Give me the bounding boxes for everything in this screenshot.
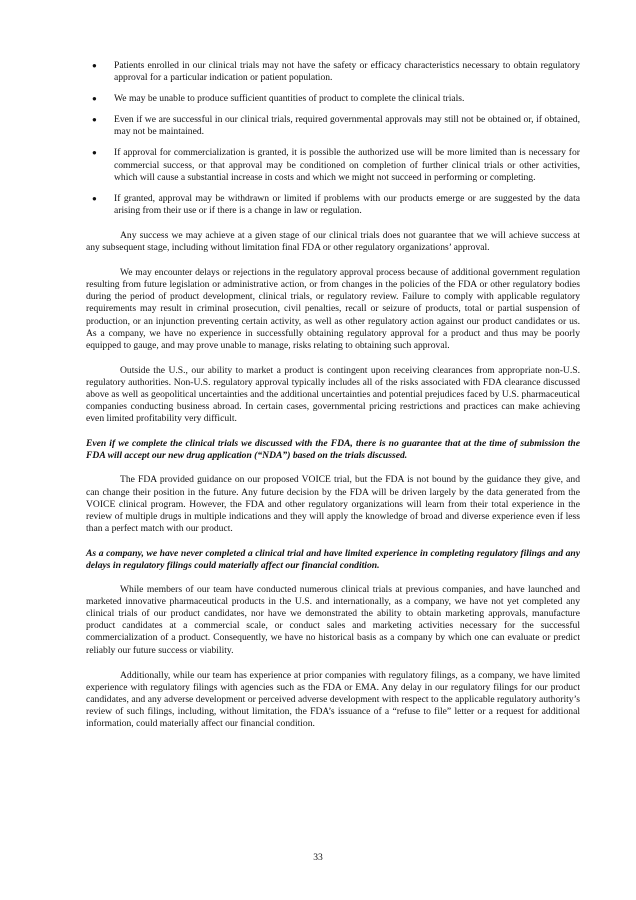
bullet-text: If granted, approval may be withdrawn or limited if problems with our products emerge or are suggested by the data arising from their use or if there is a change in law or regulation. <box>114 192 580 216</box>
bullet-item <box>86 93 580 105</box>
bullet-text: Patients enrolled in our clinical trials may not have the safety or efficacy characteristics necessary to obtain regulatory approval for a particular indication or patient population. <box>114 60 580 84</box>
bullet-item <box>86 193 580 217</box>
bullet-text: If approval for commercialization is granted, it is possible the authorized use will be more limited than is necessary for commercial success, or that approval may be conditioned on completion of further clinical trials or other activities, which will cause a substantial increase in costs and which we might not succeed in performing or completing. <box>114 147 580 183</box>
section-heading: As a company, we have never completed a clinical trial and have limited experience in completing regulatory filings and any delays in regulatory filings could materially affect our financial condition. <box>86 547 580 571</box>
bullet-item <box>86 114 580 138</box>
paragraph: We may encounter delays or rejections in the regulatory approval process because of additional government regulation resulting from future legislation or administrative action, or from changes in the policies of the FDA or other regulatory bodies during the period of product development, clinical trials, or regulatory review. Failure to comply with applicable regulatory requirements may result in criminal prosecution, civil penalties, recall or seizure of products, total or partial suspension of production, or an injunction preventing certain activity, as well as other regulatory action against our product candidates or us. As a company, we have no experience in successfully obtaining regulatory approval for a product and thus may be poorly equipped to gauge, and may prove unable to manage, risks relating to obtaining such approval. <box>86 267 580 351</box>
paragraph: While members of our team have conducted numerous clinical trials at previous companies, and have launched and marketed innovative pharmaceutical products in the U.S. and internationally, as a company, we have not yet completed any clinical trials of our product candidates, nor have we demonstrated the ability to obtain marketing approvals, manufacture product candidates at a commercial scale, or conduct sales and marketing activities necessary for the successful commercialization of a product. Consequently, we have no historical basis as a company by which one can evaluate or predict reliably our future success or viability. <box>86 584 580 656</box>
bullet-text: We may be unable to produce sufficient quantities of product to complete the clinical trials. <box>114 93 465 105</box>
bullet-glyph: ● <box>92 115 97 125</box>
bullet-item <box>86 147 580 183</box>
paragraph: The FDA provided guidance on our proposed VOICE trial, but the FDA is not bound by the guidance they give, and can change their position in the future. Any future decision by the FDA will be driven largely by the data generated from the VOICE clinical program. However, the FDA and other regulatory organizations will learn from their total experience in the review of multiple drugs in multiple indications and they will apply the knowledge of broad and diverse experience even if less than a perfect match with our product. <box>86 474 580 534</box>
bullet-text: Even if we are successful in our clinical trials, required governmental approvals may still not be obtained or, if obtained, may not be maintained. <box>114 114 580 138</box>
document-page <box>86 60 580 743</box>
section-heading: Even if we complete the clinical trials we discussed with the FDA, there is no guarantee that at the time of submission the FDA will accept our new drug application (“NDA”) based on the trials discussed. <box>86 438 580 462</box>
bullet-glyph: ● <box>92 148 97 158</box>
page-number: 33 <box>313 852 323 863</box>
paragraph: Outside the U.S., our ability to market a product is contingent upon receiving clearances from appropriate non-U.S. regulatory authorities. Non-U.S. regulatory approval typically includes all of the risks associated with FDA clearance discussed above as well as geopolitical uncertainties and the additional uncertainties and potential prejudices faced by U.S. pharmaceutical companies conducting business abroad. In certain cases, governmental pricing restrictions and practices can make achieving even limited profitability very difficult. <box>86 364 580 425</box>
bullet-item <box>86 60 580 84</box>
bullet-glyph: ● <box>92 61 97 70</box>
bullet-glyph: ● <box>92 193 97 203</box>
paragraph: Additionally, while our team has experience at prior companies with regulatory filings, as a company, we have limited experience with regulatory filings with agencies such as the FDA or EMA. Any delay in our regulatory filings for our product candidates, and any adverse development or perceived adverse development with respect to the applicable regulatory authority’s review of such filings, including, without limitation, the FDA’s issuance of a “refuse to file” letter or a request for additional information, could materially affect our financial condition. <box>86 669 580 730</box>
paragraph: Any success we may achieve at a given stage of our clinical trials does not guarantee that we will achieve success at any subsequent stage, including without limitation final FDA or other regulatory organizations’ approval. <box>86 229 580 254</box>
bullet-glyph: ● <box>92 94 97 104</box>
